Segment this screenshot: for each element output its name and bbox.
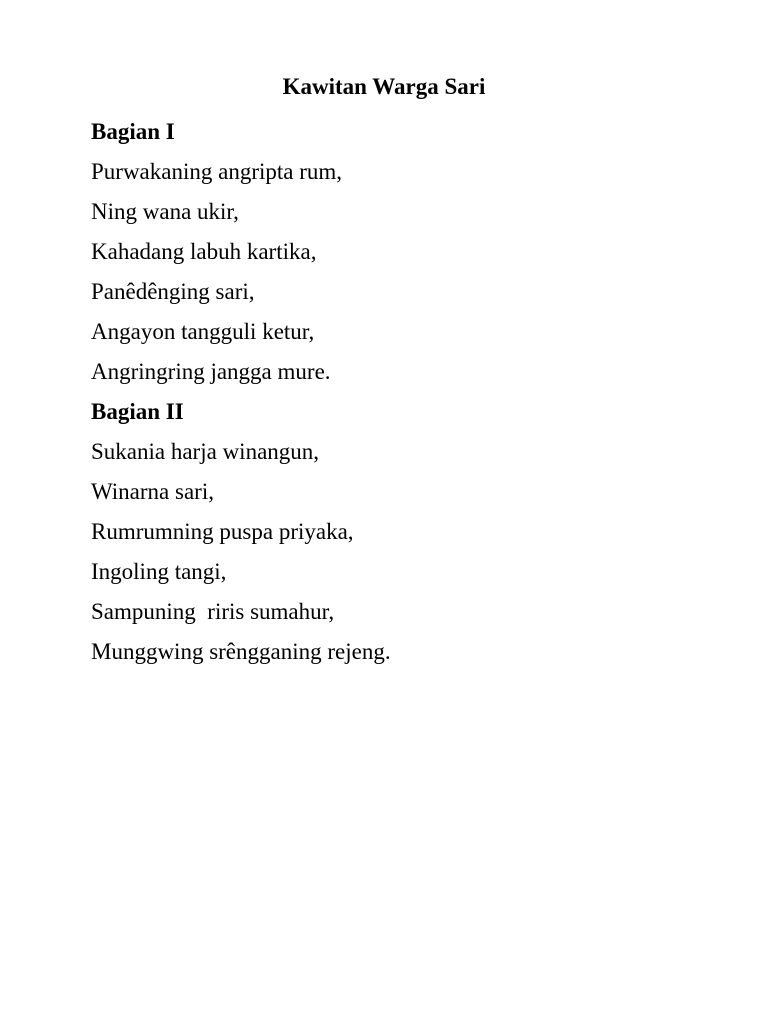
poem-line: Sukania harja winangun, — [91, 439, 320, 464]
poem-line: Munggwing srêngganing rejeng. — [91, 639, 391, 664]
section-bagian-1 — [91, 112, 711, 392]
section-heading: Bagian II — [91, 399, 184, 424]
poem-line: Rumrumning puspa priyaka, — [91, 519, 354, 544]
poem-body — [91, 112, 711, 672]
poem-line: Ning wana ukir, — [91, 199, 239, 224]
document-title: Kawitan Warga Sari — [282, 74, 486, 99]
section-bagian-2 — [91, 392, 711, 672]
poem-line: Winarna sari, — [91, 479, 214, 504]
poem-line: Ingoling tangi, — [91, 559, 227, 584]
poem-line: Panêdênging sari, — [91, 279, 255, 304]
poem-line: Kahadang labuh kartika, — [91, 239, 317, 264]
poem-line: Sampuning riris sumahur, — [91, 599, 335, 624]
poem-line: Angayon tangguli ketur, — [91, 319, 315, 344]
poem-line: Purwakaning angripta rum, — [91, 159, 343, 184]
section-heading: Bagian I — [91, 119, 175, 144]
poem-line: Angringring jangga mure. — [91, 359, 331, 384]
